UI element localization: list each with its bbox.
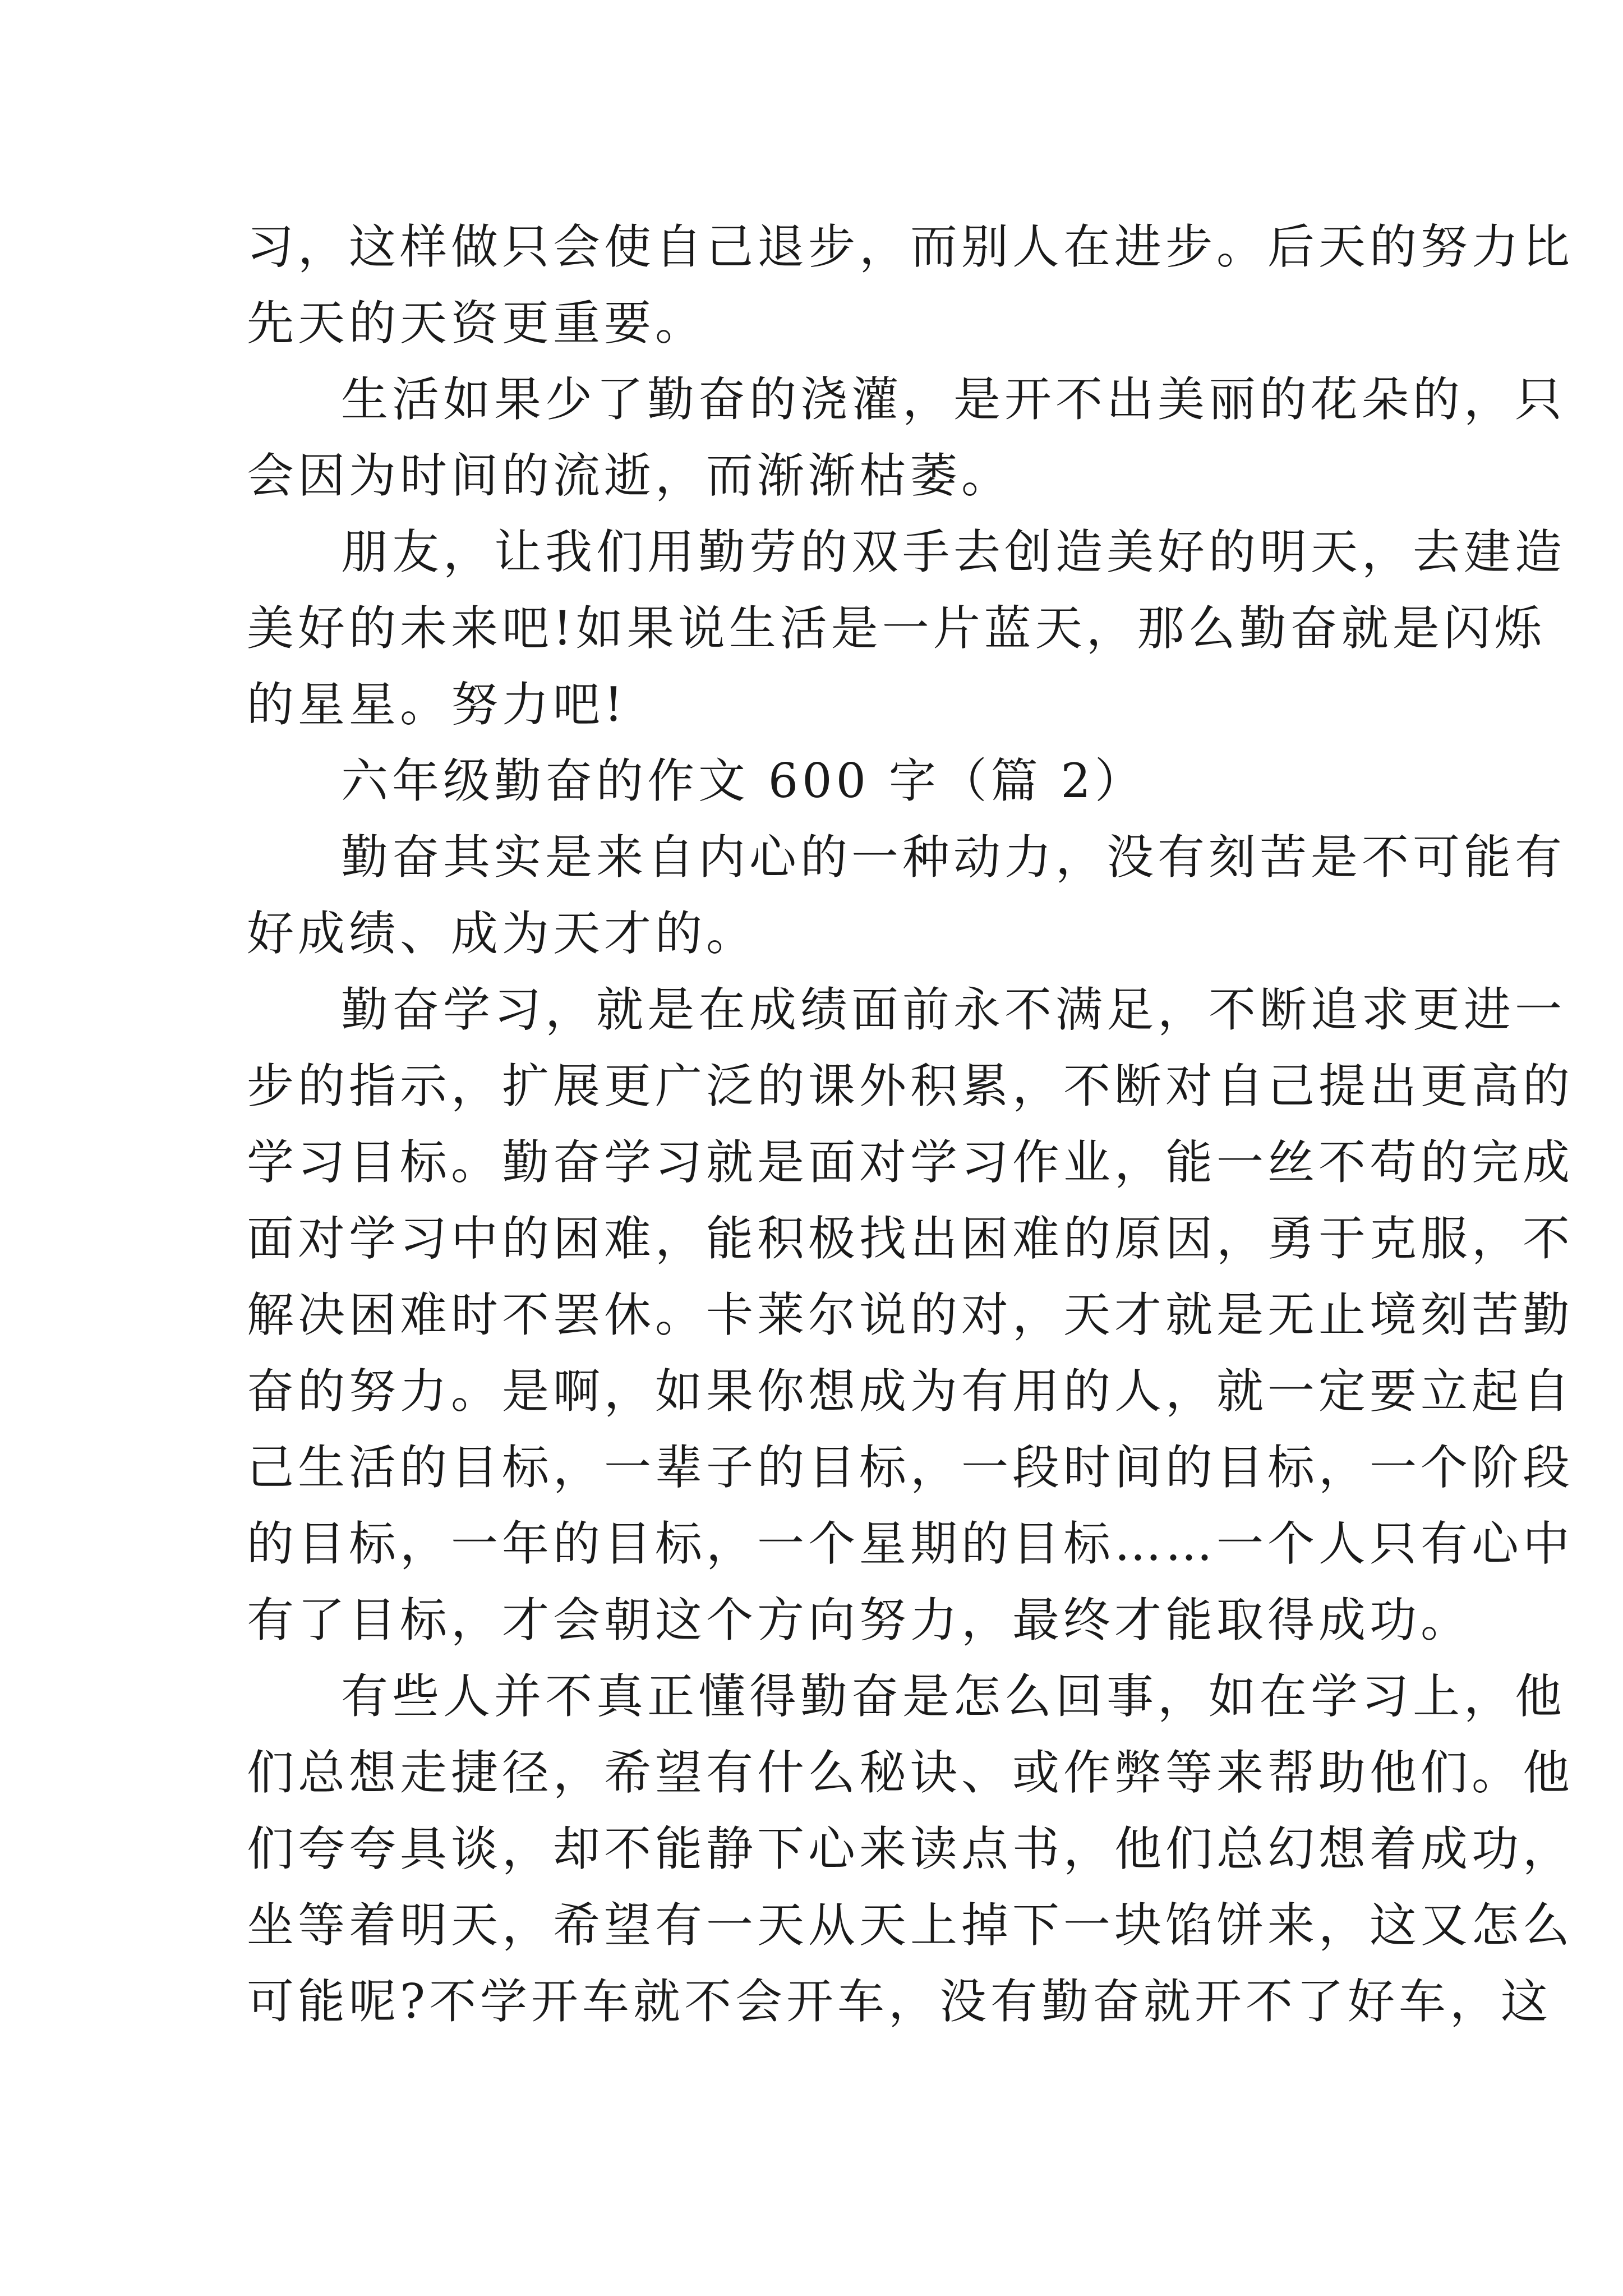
- text-line: 先天的天资更重要。: [247, 296, 707, 351]
- paragraph-first-line: 勤奋其实是来自内心的一种动力，没有刻苦是不可能有: [341, 830, 1566, 885]
- text-line: 会因为时间的流逝，而渐渐枯萎。: [247, 448, 1013, 503]
- paragraph-first-line: 朋友，让我们用勤劳的双手去创造美好的明天，去建造: [341, 524, 1566, 579]
- text-line: 解决困难时不罢休。卡莱尔说的对，天才就是无止境刻苦勤: [247, 1287, 1574, 1342]
- text-line: 的目标，一年的目标，一个星期的目标……一个人只有心中: [247, 1516, 1574, 1571]
- text-line: 己生活的目标，一辈子的目标，一段时间的目标，一个阶段: [247, 1440, 1574, 1495]
- paragraph-first-line: 生活如果少了勤奋的浇灌，是开不出美丽的花朵的，只: [341, 372, 1566, 427]
- text-line: 学习目标。勤奋学习就是面对学习作业，能一丝不苟的完成: [247, 1135, 1574, 1190]
- text-line: 有了目标，才会朝这个方向努力，最终才能取得成功。: [247, 1593, 1472, 1648]
- text-line: 的星星。努力吧!: [247, 677, 627, 732]
- text-line: 面对学习中的困难，能积极找出困难的原因，勇于克服，不: [247, 1211, 1574, 1266]
- text-line: 可能呢?不学开车就不会开车，没有勤奋就开不了好车，这: [247, 1974, 1552, 2029]
- text-line: 美好的未来吧!如果说生活是一片蓝天，那么勤奋就是闪烁: [247, 601, 1546, 656]
- section-heading: 六年级勤奋的作文 600 字（篇 2）: [341, 753, 1146, 808]
- essay-body: [247, 209, 1574, 2040]
- paragraph-first-line: 有些人并不真正懂得勤奋是怎么回事，如在学习上，他: [341, 1669, 1566, 1724]
- text-line: 奋的努力。是啊，如果你想成为有用的人，就一定要立起自: [247, 1364, 1574, 1419]
- text-line: 们夸夸具谈，却不能静下心来读点书，他们总幻想着成功，: [247, 1821, 1574, 1876]
- text-line: 坐等着明天，希望有一天从天上掉下一块馅饼来，这又怎么: [247, 1898, 1574, 1953]
- text-line: 步的指示，扩展更广泛的课外积累，不断对自己提出更高的: [247, 1059, 1574, 1114]
- text-line: 习，这样做只会使自己退步，而别人在进步。后天的努力比: [247, 219, 1574, 274]
- text-line: 好成绩、成为天才的。: [247, 906, 758, 961]
- paragraph-first-line: 勤奋学习，就是在成绩面前永不满足，不断追求更进一: [341, 982, 1566, 1037]
- text-line: 们总想走捷径，希望有什么秘诀、或作弊等来帮助他们。他: [247, 1745, 1574, 1800]
